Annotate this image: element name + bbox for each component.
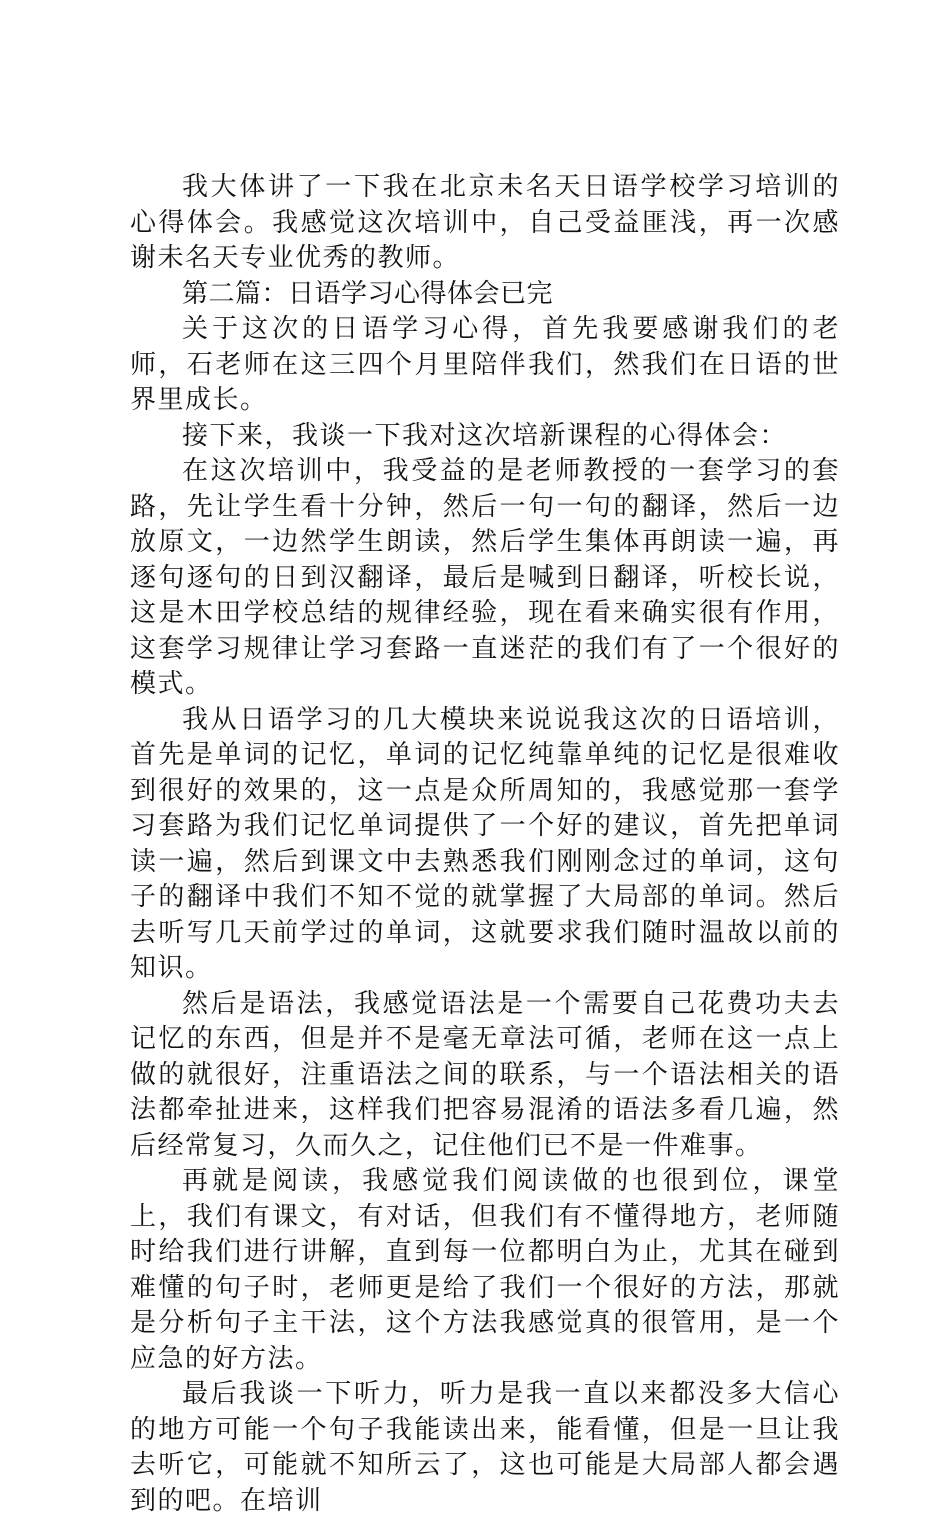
paragraph-1: 我大体讲了一下我在北京未名天日语学校学习培训的心得体会。我感觉这次培训中，自己受益匪浅，再一次感谢未名天专业优秀的教师。 — [130, 172, 840, 273]
paragraph-3: 接下来，我谈一下我对这次培新课程的心得体会： — [182, 420, 788, 451]
paragraph-2: 关于这次的日语学习心得，首先我要感谢我们的老师，石老师在这三四个月里陪伴我们，然我们在日语的世界里成长。 — [130, 314, 840, 415]
paragraph-4: 在这次培训中，我受益的是老师教授的一套学习的套路，先让学生看十分钟，然后一句一句的翻译，然后一边放原文，一边然学生朗读，然后学生集体再朗读一遍，再逐句逐句的日到汉翻译，最后是喊到日翻译，听校长说，这是木田学校总结的规律经验，现在看来确实很有作用，这套学习规律让学习套路一直迷茫的我们有了一个很好的模式。 — [130, 456, 840, 699]
paragraph-8: 最后我谈一下听力，听力是我一直以来都没多大信心的地方可能一个句子我能读出来，能看懂，但是一旦让我去听它，可能就不知所云了，这也可能是大局部人都会遇到的吧。在培训 — [130, 1379, 840, 1516]
document-body — [130, 170, 840, 1519]
paragraph-7: 再就是阅读，我感觉我们阅读做的也很到位，课堂上，我们有课文，有对话，但我们有不懂得地方，老师随时给我们进行讲解，直到每一位都明白为止，尤其在碰到难懂的句子时，老师更是给了我们一个很好的方法，那就是分析句子主干法，这个方法我感觉真的很管用，是一个应急的好方法。 — [130, 1166, 840, 1374]
paragraph-6: 然后是语法，我感觉语法是一个需要自己花费功夫去记忆的东西，但是并不是毫无章法可循，老师在这一点上做的就很好，注重语法之间的联系，与一个语法相关的语法都牵扯进来，这样我们把容易混淆的语法多看几遍，然后经常复习，久而久之，记住他们已不是一件难事。 — [130, 988, 840, 1161]
section-heading: 第二篇：日语学习心得体会已完 — [182, 278, 554, 309]
paragraph-5: 我从日语学习的几大模块来说说我这次的日语培训，首先是单词的记忆，单词的记忆纯靠单纯的记忆是很难收到很好的效果的，这一点是众所周知的，我感觉那一套学习套路为我们记忆单词提供了一个好的建议，首先把单词读一遍，然后到课文中去熟悉我们刚刚念过的单词，这句子的翻译中我们不知不觉的就掌握了大局部的单词。然后去听写几天前学过的单词，这就要求我们随时温故以前的知识。 — [130, 704, 840, 983]
